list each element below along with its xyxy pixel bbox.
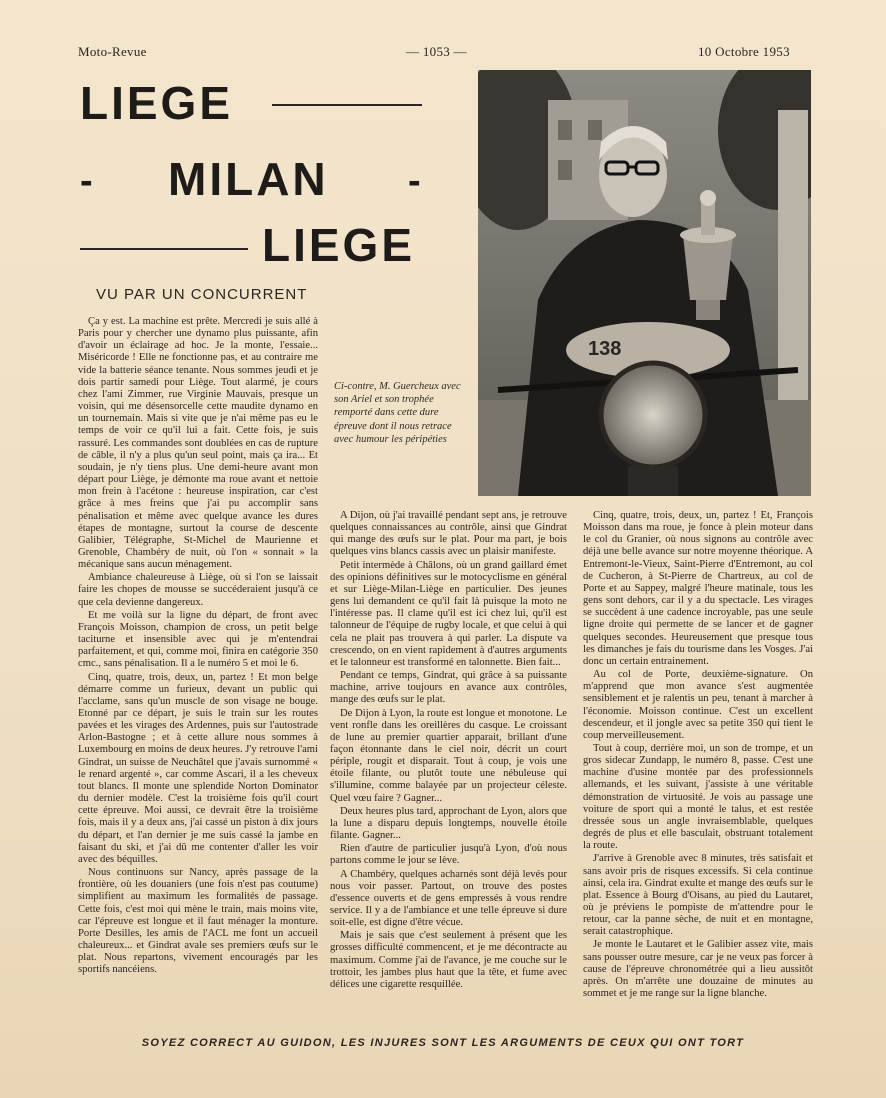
paragraph: Deux heures plus tard, approchant de Lyon, alors que la lune a disparu depuis longtemps, nouvelle étoile filante. Gagner...: [330, 805, 567, 842]
paragraph: De Dijon à Lyon, la route est longue et monotone. Le vent ronfle dans les oreillères du casque. Le croissant de lune au premier quartier apparait, brillant d'une façon étonnante dans le ciel noir, décrit un court périple, rougit et disparait. Tout à coup, je vois une étoile filante, ou plutôt toute une nébuleuse qui s'illumine, comme balayée par un projecteur céleste. Quel vœu faire ? Gagner...: [330, 707, 567, 804]
paragraph: Ça y est. La machine est prête. Mercredi je suis allé à Paris pour y chercher une dynamo plus puissante, afin d'avoir un éclairage ad hoc. Je la monte, l'essaie... Miséricorde ! Elle ne fonctionne pas, et au contraire me vide la batterie séance tenante. Nous sommes jeudi et je dois partir samedi pour Liège. Tout alarmé, je cours chez l'ami Zimmer, rue Virginie Mauvais, presque un voisin, qui me désensorcelle cette maudite dynamo en un tournemain. Mais si vite que je n'ai même pas eu le temps de voir ce qu'il lui a fait. Cette fois, je suis rassuré. Les commandes sont doublées en cas de rupture de câble, il n'y a plus qu'un seul point, mais ça ira... Et soudain, je n'y tiens plus. Une demi-heure avant mon départ pour Liège, je démonte ma roue avant et nettoie mon frein à l'acétone : heureuse inspiration, car c'est grâce à mes freins que j'ai pu accomplir sans pénalisation et même avec quelque avance les dures étapes de montagne, surtout la course de descente Galibier, Télégraphe, St-Michel de Maurienne et Grenoble, Chambéry de nuit, où l'on « sonnait » la mécanique sans aucun ménagement.: [78, 316, 318, 571]
paragraph: Tout à coup, derrière moi, un son de trompe, et un gros sidecar Zundapp, le numéro 8, passe. C'est une machine d'usine montée par des professionnels allemands, et les suivant, j'assiste à une véritable démonstration de virtuosité. Je vois au passage une voiture de sport qui a monté le talus, et est restée dressée sous un angle invraisemblable, quelques degrés de plus et elle basculait, obstruant totalement la route.: [583, 742, 813, 852]
title-dash-right: -: [408, 160, 421, 202]
rider-with-trophy-photo: [478, 70, 811, 496]
title-dash-left: -: [80, 160, 93, 202]
page-number: — 1053 —: [406, 44, 467, 59]
paragraph: Et me voilà sur la ligne du départ, de front avec François Moisson, champion de cross, un petit belge taciturne et insensible avec qui je m'entendrai parfaitement, et qui, comme moi, finira en catégorie 350 cmc., sans pénalisation. Il a le numéro 5 et moi le 6.: [78, 609, 318, 670]
title-rule-2: [80, 248, 248, 250]
footer-slogan: SOYEZ CORRECT AU GUIDON, LES INJURES SONT LES ARGUMENTS DE CEUX QUI ONT TORT: [141, 1037, 745, 1049]
title-milan: MILAN: [168, 153, 329, 205]
magazine-name: Moto-Revue: [78, 44, 147, 59]
number-plate-text: 138: [588, 338, 622, 360]
article-column-3: [583, 510, 813, 1038]
paragraph: Cinq, quatre, trois, deux, un, partez ! Et mon belge démarre comme un furieux, devant un public qui l'acclame, sans qu'un muscle de son visage ne bouge. Etonné par ce départ, je suis le train sur les routes pavées et les virages des Ardennes, puis sur l'autostrade Arlon-Bastogne ; et à cette allure nous sommes à Luxembourg en moins de deux heures. J'y retrouve l'ami Gindrat, un suisse de Neuchâtel que j'avais surnommé « le renard argenté », car comme Ascari, il a les cheveux tout blancs. Il monte une splendide Norton Dominator du dernier modèle. C'est la troisième fois qu'il court cette épreuve. Moi aussi, ce devrait être la troisième fois, mais il y a deux ans, j'ai cassé un piston à dix jours du départ, et l'an dernier je me suis cassé la jambe en faisant du ski, et j'ai dû me contenter d'aller les voir avec des béquilles.: [78, 671, 318, 865]
paragraph: Petit intermède à Châlons, où un grand gaillard émet des opinions définitives sur le motocyclisme en général et sur Liège-Milan-Liège en particulier. Des jeunes gens lui demandent ce qu'il fait là puisque la moto ne l'intéresse pas. Il clame qu'il est ici chez lui, qu'il est talonneur de l'équipe de rugby locale, et que celui à qui cela ne plait pas trouvera à qui parler. La dispute va crescendo, on en vient rapidement à d'autres arguments et le talonneur est transformé en talonnette. Bien fait...: [330, 559, 567, 668]
paragraph: Cinq, quatre, trois, deux, un, partez ! Et, François Moisson dans ma roue, je fonce à plein moteur dans le col du Granier, où nous signons au contrôle avec déjà une belle avance sur notre moyenne théorique. A Entremont-le-Vieux, Saint-Pierre d'Entremont, au col de Cucheron, à St-Pierre de Chartreux, au col de Porte et au Sappey, malgré l'heure matinale, tous les gens sont dehors, car il y a du spectacle. Les virages se succèdent à une cadence incroyable, pas une seule ligne droite qui permette de se lancer et de gagner quelques secondes. Heureusement que presque tous les dimanches je fais du tourisme dans les Vosges. J'ai donc un certain entrainement.: [583, 510, 813, 667]
article-column-1: [78, 316, 318, 1038]
paragraph: Je monte le Lautaret et le Galibier assez vite, mais sans pousser outre mesure, car je ne veux pas forcer à cause de l'épreuve chronométrée qui a lieu aussitôt après. On m'arrête une douzaine de minutes au sommet et je me range sur la ligne blanche.: [583, 939, 813, 1000]
subtitle: VU PAR UN CONCURRENT: [96, 286, 308, 303]
paragraph: A Dijon, où j'ai travaillé pendant sept ans, je retrouve quelques connaissances au contrôle, ainsi que Gindrat qui mange des œufs sur le plat. Pour ma part, je bois quelques vins blancs cassis avec un plaisir manifeste.: [330, 510, 567, 558]
paragraph: Nous continuons sur Nancy, après passage de la frontière, où les douaniers (une fois n'est pas coutume) simplifient au maximum les formalités de passage. Cette fois, c'est moi qui mène le train, mais moins vite, car l'épreuve est longue et il faut ménager la monture. Porte Desilles, les amis de l'ACL me font un accueil chaleureux... et Gindrat avale ses premiers œufs sur le plat. Nous repartons, vivement encouragés par les sportifs nancéiens.: [78, 867, 318, 976]
title-rule-1: [272, 104, 422, 106]
paragraph: Ambiance chaleureuse à Liège, où si l'on se laissait faire les chopes de mousse se succéderaient jusqu'à ce que cela devienne dangereux.: [78, 572, 318, 608]
title-liege-1: LIEGE: [80, 77, 234, 129]
photo-illustration: [478, 70, 811, 496]
paragraph: Rien d'autre de particulier jusqu'à Lyon, d'où nous partons comme le jour se lève.: [330, 843, 567, 867]
title-liege-2: LIEGE: [262, 219, 416, 271]
article-column-2: [330, 510, 567, 1038]
paragraph: Pendant ce temps, Gindrat, qui grâce à sa puissante machine, arrive toujours en avance aux contrôles, mange des œufs sur le plat.: [330, 670, 567, 706]
paragraph: Mais je sais que c'est seulement à présent que les grosses difficulté commencent, et je me décontracte au maximum. Comme j'ai de l'avance, je me couche sur le trottoir, les jambes plus haut que la tête, et fume avec délices une cigarette resquillée.: [330, 930, 567, 990]
photo-caption: Ci-contre, M. Guercheux avec son Ariel et son trophée remporté dans cette dure épreuve dont il nous retrace avec humour les péripéties: [334, 381, 461, 445]
paragraph: Au col de Porte, deuxième-signature. On m'apprend que mon avance s'est augmentée sensiblement et je ralentis un peu, tenant à marcher à l'économie. Moisson continue. C'est un excellent descendeur, et il jongle avec sa petite 350 qui tient le coup merveilleusement.: [583, 669, 813, 741]
paragraph: J'arrive à Grenoble avec 8 minutes, très satisfait et sans avoir pris de risques excessifs. Si cela continue ainsi, cela ira. Gindrat exulte et mange des œufs sur le plat. Essence à Bourg d'Oisans, au pied du Lautaret, où je préviens le pompiste de m'attendre pour le retour, car la panne sèche, de nuit et en montagne, serait catastrophique.: [583, 853, 813, 938]
issue-date: 10 Octobre 1953: [698, 44, 790, 59]
paragraph: A Chambéry, quelques acharnés sont déjà levés pour nous voir passer. Partout, on trouve des postes d'essence ouverts et de gens empressés à vous rendre service. Il y a de l'ambiance et une telle épreuve si dure soit-elle, est digne d'être vécue.: [330, 868, 567, 929]
